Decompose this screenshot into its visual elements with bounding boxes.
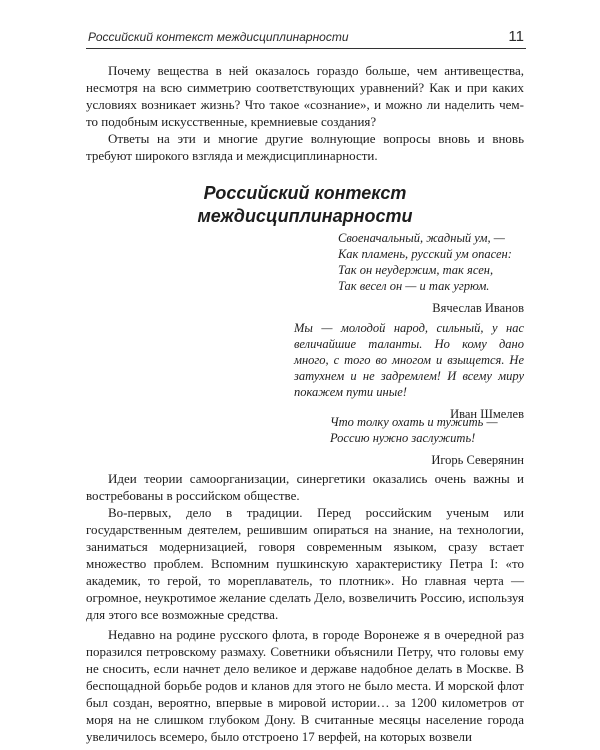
verse-line: Россию нужно заслужить!: [330, 431, 476, 445]
epigraph-verse: [338, 230, 524, 294]
epigraph-author: Вячеслав Иванов: [432, 301, 524, 315]
verse-line: Так он неудержим, так ясен,: [338, 263, 494, 277]
epigraph-severyanin: [330, 414, 524, 468]
verse-line: Как пламень, русский ум опасен:: [338, 247, 512, 261]
epigraph-quote: Мы — молодой народ, сильный, у нас величайшие таланты. Но кому дано много, с того во многом и взыщется. Не затухнем и не задремлем! И всему миру покажем пути иные!: [294, 321, 524, 399]
verse-line: Что толку охать и тужить —: [330, 415, 498, 429]
section-title-line: междисциплинарности: [197, 206, 413, 226]
verse-line: Так весел он — и так угрюм.: [338, 279, 490, 293]
verse-line: Своеначальный, жадный ум, —: [338, 231, 505, 245]
intro-text: [86, 62, 524, 164]
running-head: Российский контекст междисциплинарности: [88, 30, 349, 44]
epigraph-shmelev: [294, 320, 524, 422]
header-rule: [86, 48, 526, 49]
intro-paragraph: Почему вещества в ней оказалось гораздо больше, чем антивещества, несмотря на всю симметрию соответствующих уравнений? Как и при каких условиях возникает жизнь? Что такое «сознание», и можно ли наделить чем-то подобным искусственные, кремниевые создания?: [86, 63, 524, 129]
body-text: [86, 470, 524, 745]
epigraph-ivanov: [338, 230, 524, 316]
body-paragraph: Во-первых, дело в традиции. Перед российским ученым или государственным деятелем, решившим опираться на знание, на технологии, заниматься модернизацией, говоря современным языком, сразу встает множество проблем. Вспомним пушкинскую характеристику Петра I: «то академик, то герой, то мореплаватель, то плотник». Но главная черта — огромное, неукротимое желание сделать Дело, возвеличить Россию, используя для этого все возможные средства.: [86, 505, 524, 622]
epigraph-verse: [330, 414, 524, 446]
epigraph-author: Иван Шмелев: [450, 407, 524, 421]
page-number: 11: [508, 28, 524, 45]
section-title-line: Российский контекст: [203, 183, 407, 203]
intro-paragraph: Ответы на эти и многие другие волнующие вопросы вновь и вновь требуют широкого взгляда и междисциплинарности.: [86, 131, 524, 163]
epigraph-author: Игорь Северянин: [431, 453, 524, 467]
body-paragraph: Идеи теории самоорганизации, синергетики оказались очень важны и востребованы в российском обществе.: [86, 471, 524, 503]
body-paragraph: Недавно на родине русского флота, в городе Воронеже я в очередной раз поразился петровскому размаху. Советники объяснили Петру, что головы ему не сносить, если начнет дело великое и державе надобное делать в Москве. В беспощадной борьбе родов и кланов для этого не было места. И морской флот был создан, вероятно, впервые в мировой истории… за 1200 километров от моря на не слишком глубоком Дону. В считанные месяцы население города увеличилось всемеро, было отстроено 17 верфей, на которых возвели: [86, 627, 524, 744]
section-title: [86, 182, 524, 228]
